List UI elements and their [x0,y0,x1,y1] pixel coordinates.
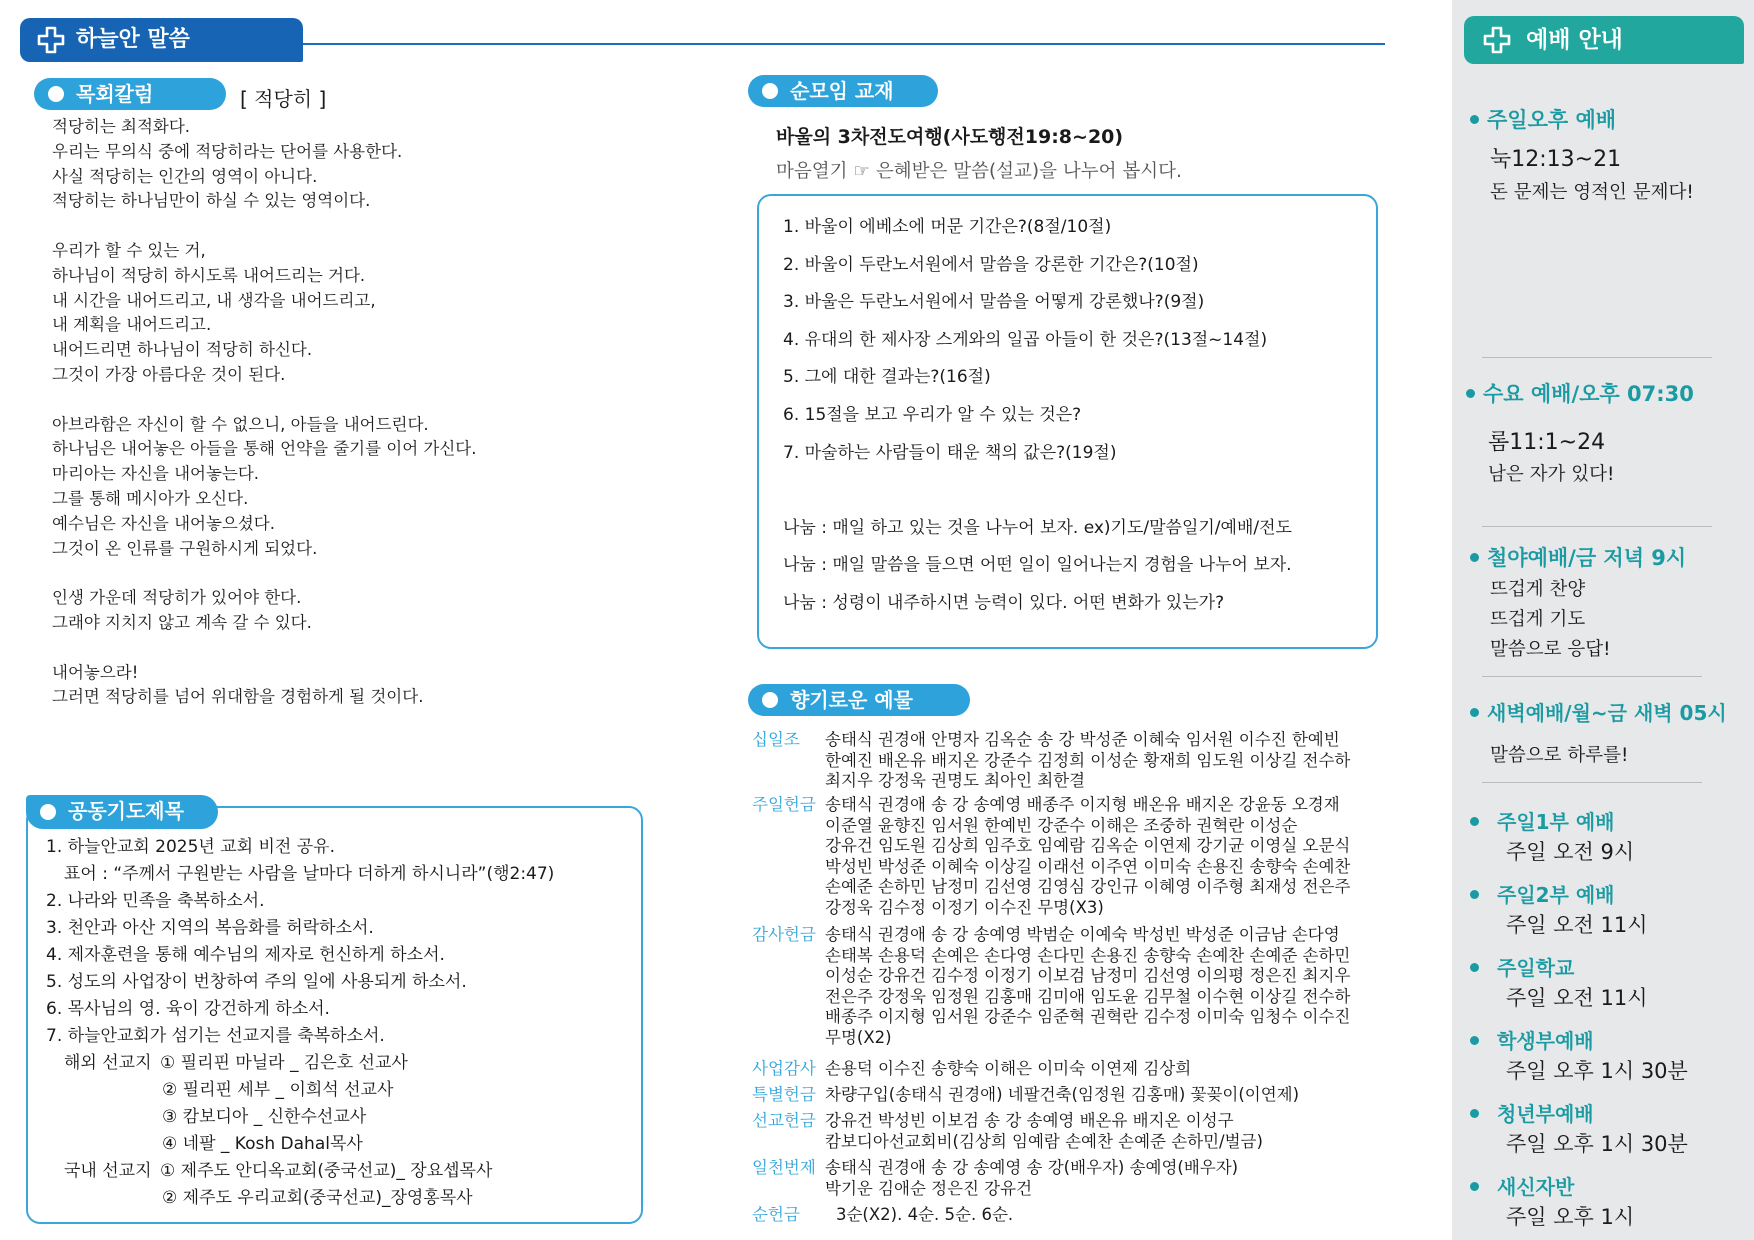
service-verse: 롬11:1~24 [1488,430,1606,455]
sharing-item: 나눔 : 성령이 내주하시면 능력이 있다. 어떤 변화가 있는가? [783,592,1225,613]
offering-label: 순헌금 [752,1205,800,1224]
question-item: 7. 마술하는 사람들이 태운 책의 값은?(19절) [783,442,1117,463]
service-title: 새벽예배/월~금 새벽 05시 [1470,697,1727,726]
column-pill: 목회칼럼 [34,78,226,110]
offering-label: 주일헌금 [752,795,816,814]
schedule-item: 청년부예배 주일 오후 1시 30분 [1470,1098,1614,1171]
worship-header [1464,16,1744,64]
question-item: 2. 바울이 두란노서원에서 말씀을 강론한 기간은?(10절) [783,254,1199,275]
service-schedule [1470,806,1688,1240]
prayer-item: 4. 제자훈련을 통해 예수님의 제자로 헌신하게 하소서. [46,945,445,965]
question-item: 3. 바울은 두란노서원에서 말씀을 어떻게 강론했나?(9절) [783,292,1205,313]
prayer-item: 1. 하늘안교회 2025년 교회 비전 공유. [46,837,335,857]
study-intro: 마음열기 ☞ 은혜받은 말씀(설교)을 나누어 봅시다. [776,161,1182,182]
question-item: 5. 그에 대한 결과는?(16절) [783,367,991,388]
offering-label: 감사헌금 [752,925,816,944]
service-desc: 뜨겁게 찬양 뜨겁게 기도 말씀으로 응답! [1490,579,1611,660]
schedule-item: 주일2부 예배 주일 오전 11시 [1470,879,1614,952]
service-title: 철야예배/금 저녁 9시 [1470,542,1686,572]
offering-label: 일천번제 [752,1158,816,1177]
service-desc: 돈 문제는 영적인 문제다! [1490,182,1694,203]
schedule-item: 주일학교 주일 오전 11시 [1470,952,1614,1025]
study-questions [783,209,1292,623]
service-title: 수요 예배/오후 07:30 [1466,378,1694,408]
prayer-item: 표어 : “주께서 구원받는 사람을 날마다 더하게 하시니라”(행2:47) [64,864,555,884]
offering-label: 사업감사 [752,1059,816,1078]
header-divider [303,43,1385,45]
question-item: 4. 유대의 한 제사장 스게와의 일곱 아들이 한 것은?(13절~14절) [783,329,1268,350]
divider [1482,782,1702,783]
divider [1482,357,1712,358]
offering-label: 특별헌금 [752,1085,816,1104]
schedule-item: 새신자반 주일 오후 1시 [1470,1171,1614,1240]
cross-icon [1482,25,1512,55]
offering-pill: 향기로운 예물 [748,684,970,716]
offering-label: 선교헌금 [752,1111,816,1130]
prayer-pill: 공동기도제목 [26,795,218,829]
divider [1482,526,1712,527]
schedule-item: 학생부예배 주일 오후 1시 30분 [1470,1025,1614,1098]
worship-title: 예배 안내 [1526,27,1623,53]
prayer-item: 3. 천안과 아산 지역의 복음화를 허락하소서. [46,918,374,938]
prayer-item: 6. 목사님의 영. 육이 강건하게 하소서. [46,999,330,1019]
divider [1482,676,1702,677]
prayer-item: 5. 성도의 사업장이 번창하여 주의 일에 사용되게 하소서. [46,972,467,992]
offering-label: 십일조 [752,730,800,749]
prayer-list [46,834,554,1212]
service-title: 주일오후 예배 [1470,104,1616,134]
question-item: 1. 바울이 에베소에 머문 기간은?(8절/10절) [783,217,1112,237]
prayer-item: 7. 하늘안교회가 섬기는 선교지를 축복하소서. [46,1026,385,1046]
domestic-missions: 국내 선교지 ① 제주도 안디옥교회(중국선교)_ 장요셉목사 ② 제주도 우리교회(중국선교)_장영홍목사 [64,1161,493,1208]
cross-icon [36,25,66,55]
study-pill: 순모임 교재 [748,75,938,107]
schedule-item: 주일1부 예배 주일 오전 9시 [1470,806,1614,879]
overseas-missions: 해외 선교지 ① 필리핀 마닐라 _ 김은호 선교사 ② 필리핀 세부 _ 이희석 선교사 ③ 캄보디아 _ 신한수선교사 ④ 네팔 _ Kosh Dahal목사 [64,1053,408,1154]
study-title: 바울의 3차전도여행(사도행전19:8~20) [776,126,1124,148]
page-title: 하늘안 말씀 [76,27,190,52]
column-subtitle: [ 적당히 ] [240,87,327,111]
service-verse: 눅12:13~21 [1490,147,1622,172]
service-desc: 말씀으로 하루를! [1490,745,1629,766]
sharing-item: 나눔 : 매일 말씀을 들으면 어떤 일이 일어나는지 경험을 나누어 보자. [783,555,1292,576]
sharing-item: 나눔 : 매일 하고 있는 것을 나누어 보자. ex)기도/말씀일기/예배/전도 [783,517,1292,538]
question-item: 6. 15절을 보고 우리가 알 수 있는 것은? [783,404,1082,425]
service-desc: 남은 자가 있다! [1488,464,1615,485]
column-body: 적당히는 최적화다. 우리는 무의식 중에 적당히라는 단어를 사용한다. 사실 적당히는 인간의 영역이 아니다. 적당히는 하나님만이 하실 수 있는 영역이다. 우리가 할 수 있는 거, 하나님이 적당히 하시도록 내어드리는 거다. 내 시간을 내어드리고, 내 생각을 내어드리고, 내 계획을 내어드리고. 내어드리면 하나님이 적당히 하신다. 그것이 가장 아름다운 것이 된다. 아브라함은 자신이 할 수 없으니, 아들을 내어드린다. 하나님은 내어놓은 아들을 통해 언약을 줄기를 이어 가신다. 마리아는 자신을 내어놓는다. 그를 통해 메시아가 오신다. 예수님은 자신을 내어놓으셨다. 그것이 온 인류를 구원하시게 되었다. 인생 가운데 적당히가 있어야 한다. 그래야 지치지 않고 계속 갈 수 있다. 내어놓으라! 그러면 적당히를 넘어 위대함을 경험하게 될 것이다. [52,117,477,707]
prayer-item: 2. 나라와 민족을 축복하소서. [46,891,265,911]
page-header [20,18,303,62]
